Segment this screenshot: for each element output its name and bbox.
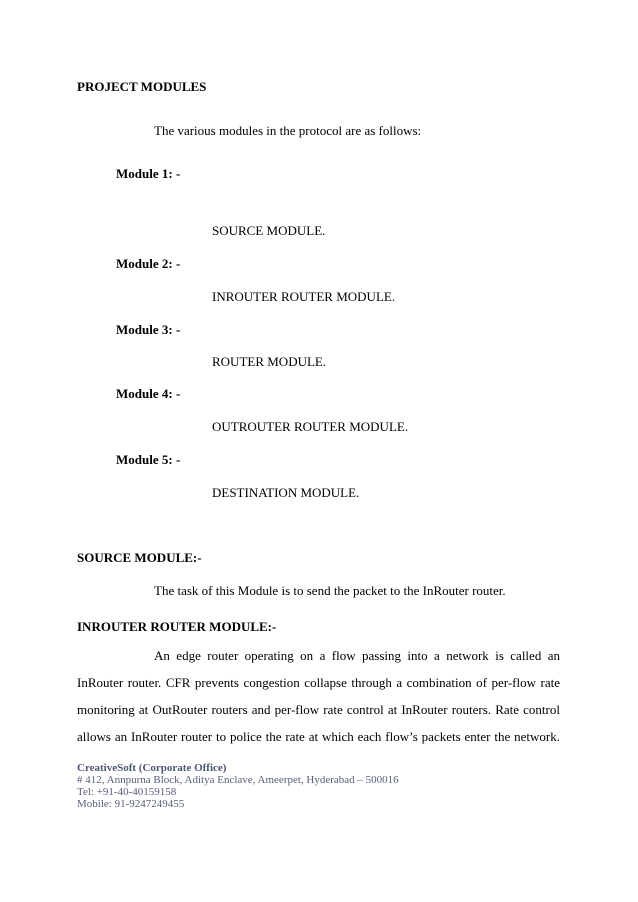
page-heading: PROJECT MODULES [77, 79, 207, 94]
inrouter-line-1: An edge router operating on a flow passing into a network is called an [154, 648, 560, 663]
intro-text: The various modules in the protocol are as follows: [154, 123, 422, 138]
source-module-text: The task of this Module is to send the packet to the InRouter router. [154, 583, 506, 598]
module-5-label: Module 5: - [116, 452, 181, 467]
page-footer [77, 762, 399, 810]
footer-mobile: Mobile: 91-9247249455 [77, 798, 185, 810]
footer-tel: Tel: +91-40-40159158 [77, 786, 177, 798]
footer-company: CreativeSoft (Corporate Office) [77, 762, 227, 774]
module-2-name: INROUTER ROUTER MODULE. [212, 289, 396, 304]
module-1-name: SOURCE MODULE. [212, 223, 326, 238]
source-module-title: SOURCE MODULE:- [77, 550, 202, 565]
module-5-name: DESTINATION MODULE. [212, 485, 360, 500]
inrouter-line-2: InRouter router. CFR prevents congestion collapse through a combination of per-flow rate [77, 675, 560, 690]
module-2-label: Module 2: - [116, 256, 181, 271]
module-3-name: ROUTER MODULE. [212, 354, 327, 369]
inrouter-module-title: INROUTER ROUTER MODULE:- [77, 619, 277, 634]
module-3-label: Module 3: - [116, 322, 181, 337]
module-4-label: Module 4: - [116, 386, 181, 401]
module-4-name: OUTROUTER ROUTER MODULE. [212, 419, 409, 434]
inrouter-line-3: monitoring at OutRouter routers and per-flow rate control at InRouter routers. Rate control [77, 702, 560, 717]
module-1-label: Module 1: - [116, 166, 181, 181]
footer-address: # 412, Annpurna Block, Aditya Enclave, Ameerpet, Hyderabad – 500016 [77, 774, 399, 786]
inrouter-line-4: allows an InRouter router to police the rate at which each flow’s packets enter the network. [77, 729, 560, 744]
